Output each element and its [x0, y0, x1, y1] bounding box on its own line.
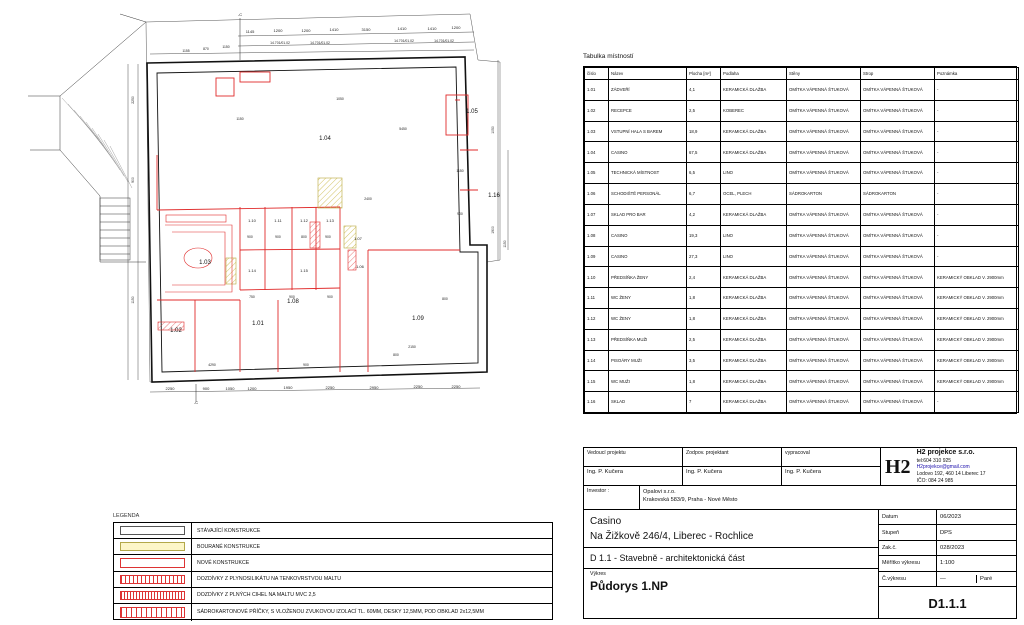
cell-2: 1,8	[687, 288, 721, 309]
cell-3: KERAMICKÁ DLAŽBA	[721, 371, 787, 392]
svg-text:1.11: 1.11	[274, 218, 282, 223]
meta-datum-value: 06/2023	[940, 514, 961, 521]
cell-2: 4,1	[687, 80, 721, 101]
cell-2: 19,3	[687, 225, 721, 246]
cell-5: OMÍTKA VÁPENNÁ ŠTUKOVÁ	[861, 267, 935, 288]
col-poznamka: Poznámka	[935, 68, 1019, 80]
legend-swatch-hatch3	[114, 604, 192, 621]
svg-text:900: 900	[131, 177, 135, 183]
dimension-chain-bottom	[150, 388, 480, 392]
cell-3: KOBEREC	[721, 100, 787, 121]
svg-text:1200: 1200	[273, 28, 283, 33]
cell-5: OMÍTKA VÁPENNÁ ŠTUKOVÁ	[861, 329, 935, 350]
cell-3: LINO	[721, 163, 787, 184]
title-block	[583, 447, 1017, 619]
role-value-vedouci: Ing. P. Kučera	[584, 467, 683, 485]
svg-text:1145: 1145	[245, 29, 255, 34]
cell-5: OMÍTKA VÁPENNÁ ŠTUKOVÁ	[861, 80, 935, 101]
drawing-name: Půdorys 1.NP	[590, 579, 669, 593]
svg-text:2250: 2250	[131, 96, 135, 104]
cell-2: 1,8	[687, 371, 721, 392]
svg-text:1410: 1410	[329, 27, 339, 32]
table-row	[585, 308, 1019, 329]
legend-swatch-existing	[114, 523, 192, 538]
cell-1: TECHNICKÁ MÍSTNOST	[609, 163, 687, 184]
meta-meritko-label: Měřítko výkresu	[879, 556, 937, 570]
svg-text:1.13: 1.13	[326, 218, 334, 223]
cell-6: KERAMICKÝ OBKLAD V. 2900mm	[935, 371, 1019, 392]
cell-3: LINO	[721, 225, 787, 246]
cell-6: -	[935, 80, 1019, 101]
cell-2: 18,9	[687, 121, 721, 142]
svg-text:1150: 1150	[131, 296, 135, 304]
cell-1: PISOÁRY MUŽI	[609, 350, 687, 371]
svg-text:900: 900	[457, 212, 463, 216]
meta-stupen-value: DPS	[940, 529, 952, 536]
meta-meritko-value: 1:100	[940, 560, 955, 567]
company-tel: tel:604 310 925	[916, 457, 952, 464]
svg-text:2150: 2150	[408, 345, 416, 349]
svg-text:1410: 1410	[397, 26, 407, 31]
svg-text:750: 750	[249, 295, 255, 299]
svg-text:900: 900	[275, 235, 281, 239]
svg-text:900: 900	[327, 295, 333, 299]
svg-text:1.02: 1.02	[170, 328, 182, 334]
company-ico: IČO: 084 24 985	[916, 477, 954, 484]
table-row	[585, 80, 1019, 101]
cell-4: OMÍTKA VÁPENNÁ ŠTUKOVÁ	[787, 163, 861, 184]
col-cislo: číslo	[585, 68, 609, 80]
svg-text:1.01: 1.01	[252, 321, 264, 327]
company-name: H2 projekce s.r.o.	[916, 449, 975, 457]
cell-1: SKLAD PRO BAR	[609, 204, 687, 225]
table-row	[585, 246, 1019, 267]
cell-1: CASINO	[609, 142, 687, 163]
col-steny: Stěny	[787, 68, 861, 80]
svg-text:1155: 1155	[182, 49, 190, 53]
company-logo-block	[881, 448, 1016, 485]
cell-3: KERAMICKÁ DLAŽBA	[721, 80, 787, 101]
cell-5: SÁDROKARTON	[861, 184, 935, 205]
legend-swatch-demolished	[114, 539, 192, 554]
cell-6: -	[935, 100, 1019, 121]
cell-0: 1.12	[585, 308, 609, 329]
investor-label: Investor :	[584, 486, 640, 509]
cell-4: OMÍTKA VÁPENNÁ ŠTUKOVÁ	[787, 80, 861, 101]
meta-meritko	[879, 556, 1016, 571]
table-row	[585, 184, 1019, 205]
cell-3: KERAMICKÁ DLAŽBA	[721, 329, 787, 350]
svg-text:1200: 1200	[247, 386, 257, 391]
table-row	[585, 121, 1019, 142]
svg-text:870: 870	[203, 47, 209, 51]
svg-text:900: 900	[325, 235, 331, 239]
svg-text:14.701/01.02: 14.701/01.02	[310, 41, 330, 45]
svg-text:1150: 1150	[236, 117, 244, 121]
cell-3: KERAMICKÁ DLAŽBA	[721, 142, 787, 163]
table-row	[585, 267, 1019, 288]
meta-pare-label: Paré	[976, 575, 1016, 583]
svg-text:1050: 1050	[336, 97, 344, 101]
cell-0: 1.02	[585, 100, 609, 121]
cell-1: WC ŽENY	[609, 288, 687, 309]
cell-0: 1.06	[585, 184, 609, 205]
cell-4: OMÍTKA VÁPENNÁ ŠTUKOVÁ	[787, 288, 861, 309]
cell-6: KERAMICKÝ OBKLAD V. 2900mm	[935, 267, 1019, 288]
svg-text:900: 900	[202, 386, 210, 391]
svg-text:1.09: 1.09	[412, 316, 424, 322]
svg-text:1150: 1150	[503, 240, 507, 248]
meta-stupen-label: Stupeň	[879, 525, 937, 539]
cell-4: OMÍTKA VÁPENNÁ ŠTUKOVÁ	[787, 267, 861, 288]
legend-label: NOVÉ KONSTRUKCE	[197, 559, 250, 566]
floor-plan-drawing	[0, 0, 575, 430]
cell-0: 1.16	[585, 392, 609, 413]
legend-title: LEGENDA	[113, 513, 140, 519]
cell-4: OMÍTKA VÁPENNÁ ŠTUKOVÁ	[787, 371, 861, 392]
drawing-code-value: D1.1.1	[928, 595, 967, 611]
meta-cvykresu	[879, 572, 1016, 587]
cell-3: OCEL, PLECH	[721, 184, 787, 205]
cell-2: 27,3	[687, 246, 721, 267]
room-table	[583, 66, 1017, 414]
legend-item	[114, 539, 552, 555]
cell-5: OMÍTKA VÁPENNÁ ŠTUKOVÁ	[861, 225, 935, 246]
legend-swatch-new	[114, 555, 192, 570]
cell-6: -	[935, 142, 1019, 163]
table-row	[585, 204, 1019, 225]
drawing-code-row	[879, 587, 1016, 619]
cell-0: 1.15	[585, 371, 609, 392]
h2-logo-icon: H2	[885, 455, 911, 478]
exterior-stair	[100, 198, 130, 260]
cell-1: WC ŽENY	[609, 308, 687, 329]
cell-3: KERAMICKÁ DLAŽBA	[721, 392, 787, 413]
table-row	[585, 392, 1019, 413]
cell-2: 67,5	[687, 142, 721, 163]
cell-5: OMÍTKA VÁPENNÁ ŠTUKOVÁ	[861, 142, 935, 163]
role-label-vypracoval: vypracoval	[785, 449, 810, 456]
meta-datum-label: Datum	[879, 510, 937, 524]
cell-0: 1.07	[585, 204, 609, 225]
cell-0: 1.13	[585, 329, 609, 350]
cell-6: KERAMICKÝ OBKLAD V. 2900mm	[935, 288, 1019, 309]
svg-text:800: 800	[301, 235, 307, 239]
svg-text:1150: 1150	[222, 45, 230, 49]
cell-1: CASINO	[609, 246, 687, 267]
svg-text:1.08: 1.08	[287, 299, 299, 305]
title-block-main-row	[584, 510, 1016, 619]
svg-text:14.701/01.02: 14.701/01.02	[270, 41, 290, 45]
svg-text:1.05: 1.05	[466, 109, 478, 115]
cell-4: OMÍTKA VÁPENNÁ ŠTUKOVÁ	[787, 142, 861, 163]
svg-text:1.14: 1.14	[248, 268, 256, 273]
cell-4: OMÍTKA VÁPENNÁ ŠTUKOVÁ	[787, 121, 861, 142]
cell-2: 6,5	[687, 163, 721, 184]
cell-1: PŘEDSÍŇKA ŽENY	[609, 267, 687, 288]
cell-1: WC MUŽI	[609, 371, 687, 392]
room-table-header-row	[585, 68, 1019, 80]
svg-text:1410: 1410	[427, 26, 437, 31]
svg-text:1200: 1200	[301, 28, 311, 33]
meta-stupen	[879, 525, 1016, 540]
legend-item	[114, 555, 552, 571]
cell-6: -	[935, 246, 1019, 267]
svg-text:1.06: 1.06	[356, 264, 364, 269]
company-email: H2projekce@gmail.com	[916, 464, 970, 471]
building-walls	[147, 57, 487, 382]
cell-6: KERAMICKÝ OBKLAD V. 2900mm	[935, 329, 1019, 350]
svg-text:1.07: 1.07	[354, 236, 362, 241]
cell-1: RECEPCE	[609, 100, 687, 121]
cell-4: OMÍTKA VÁPENNÁ ŠTUKOVÁ	[787, 308, 861, 329]
cell-0: 1.11	[585, 288, 609, 309]
svg-text:1900: 1900	[491, 226, 495, 234]
roles-grid	[584, 448, 881, 485]
cell-2: 6,7	[687, 184, 721, 205]
role-value-zodpovedny: Ing. P. Kučera	[683, 467, 782, 485]
svg-text:-C: -C	[193, 400, 199, 405]
cell-5: OMÍTKA VÁPENNÁ ŠTUKOVÁ	[861, 392, 935, 413]
cell-0: 1.08	[585, 225, 609, 246]
cell-3: KERAMICKÁ DLAŽBA	[721, 308, 787, 329]
svg-text:4290: 4290	[208, 363, 216, 367]
role-label-zodpovedny: Zodpov. projektant	[683, 448, 782, 466]
col-plocha: Plocha [m²]	[687, 68, 721, 80]
legend-label: BOURANÉ KONSTRUKCE	[197, 543, 261, 550]
svg-text:1.16: 1.16	[488, 193, 500, 199]
meta-zakazka-value: 028/2023	[940, 545, 965, 552]
svg-text:1950: 1950	[283, 385, 293, 390]
svg-text:1.03: 1.03	[199, 260, 211, 266]
svg-text:800: 800	[393, 353, 399, 357]
legend-label: DOZDÍVKY Z PLNÝCH CIHEL NA MALTU MVC 2,5	[197, 592, 316, 599]
cell-3: KERAMICKÁ DLAŽBA	[721, 267, 787, 288]
cell-4: SÁDROKARTON	[787, 184, 861, 205]
cell-0: 1.04	[585, 142, 609, 163]
svg-text:1150: 1150	[456, 169, 464, 173]
cell-3: KERAMICKÁ DLAŽBA	[721, 121, 787, 142]
cell-5: OMÍTKA VÁPENNÁ ŠTUKOVÁ	[861, 204, 935, 225]
table-row	[585, 371, 1019, 392]
cell-0: 1.01	[585, 80, 609, 101]
svg-text:14.701/01.02: 14.701/01.02	[434, 39, 454, 43]
svg-text:2400: 2400	[364, 197, 372, 201]
meta-zakazka	[879, 541, 1016, 556]
cell-6: KERAMICKÝ OBKLAD V. 2900mm	[935, 350, 1019, 371]
cell-6: KERAMICKÝ OBKLAD V. 2900mm	[935, 308, 1019, 329]
investor-row	[584, 486, 1016, 510]
cell-5: OMÍTKA VÁPENNÁ ŠTUKOVÁ	[861, 371, 935, 392]
svg-text:900: 900	[289, 295, 295, 299]
table-row	[585, 142, 1019, 163]
svg-text:1.10: 1.10	[248, 218, 256, 223]
cell-2: 3,5	[687, 350, 721, 371]
col-strop: Strop	[861, 68, 935, 80]
meta-zakazka-label: Zak.č.	[879, 541, 937, 555]
company-address: Lodovo 192, 460 14 Liberec 17	[916, 471, 986, 478]
room-table-caption: Tabulka místností	[583, 53, 634, 60]
cell-5: OMÍTKA VÁPENNÁ ŠTUKOVÁ	[861, 100, 935, 121]
role-label-vedouci: Vedoucí projektu	[584, 448, 683, 466]
svg-text:2250: 2250	[451, 384, 461, 389]
cell-4: OMÍTKA VÁPENNÁ ŠTUKOVÁ	[787, 225, 861, 246]
cell-5: OMÍTKA VÁPENNÁ ŠTUKOVÁ	[861, 350, 935, 371]
cell-1: PŘEDSÍŇKA MUŽI	[609, 329, 687, 350]
cell-3: KERAMICKÁ DLAŽBA	[721, 204, 787, 225]
cell-2: 1,8	[687, 308, 721, 329]
cell-3: KERAMICKÁ DLAŽBA	[721, 350, 787, 371]
svg-text:2250: 2250	[325, 385, 335, 390]
legend-swatch-hatch2	[114, 588, 192, 603]
cell-4: OMÍTKA VÁPENNÁ ŠTUKOVÁ	[787, 350, 861, 371]
svg-text:2950: 2950	[369, 385, 379, 390]
investor-address: Krakovská 583/9, Praha - Nové Město	[643, 497, 738, 504]
cell-2: 2,4	[687, 267, 721, 288]
legend-label: DOZDÍVKY Z PLYNOSILIKÁTU NA TENKOVRSTVOU MALTU	[197, 576, 342, 583]
svg-text:3150: 3150	[361, 27, 371, 32]
cell-5: OMÍTKA VÁPENNÁ ŠTUKOVÁ	[861, 288, 935, 309]
cell-6: -	[935, 163, 1019, 184]
legend-label: SÁDROKARTONOVÉ PŘÍČKY, S VLOŽENOU ZVUKOVOU IZOLACÍ TL. 60MM, DESKY 12,5MM, POD OBKLAD 2x12,5MM	[197, 609, 484, 616]
project-address: Na Žižkově 246/4, Liberec - Rochlice	[590, 530, 754, 542]
svg-text:5450: 5450	[399, 127, 407, 131]
cell-5: OMÍTKA VÁPENNÁ ŠTUKOVÁ	[861, 246, 935, 267]
project-name: Casino	[590, 516, 622, 527]
svg-text:1.04: 1.04	[319, 136, 331, 142]
table-row	[585, 288, 1019, 309]
cell-2: 2,5	[687, 100, 721, 121]
svg-text:1.12: 1.12	[300, 218, 308, 223]
cell-6: -	[935, 184, 1019, 205]
cell-4: OMÍTKA VÁPENNÁ ŠTUKOVÁ	[787, 329, 861, 350]
cell-0: 1.05	[585, 163, 609, 184]
cell-6: -	[935, 121, 1019, 142]
cell-0: 1.03	[585, 121, 609, 142]
meta-cvykresu-label: Č.výkresu	[879, 572, 937, 586]
cell-5: OMÍTKA VÁPENNÁ ŠTUKOVÁ	[861, 163, 935, 184]
cell-4: OMÍTKA VÁPENNÁ ŠTUKOVÁ	[787, 100, 861, 121]
project-part: D 1.1 - Stavebně - architektonická část	[590, 553, 745, 563]
svg-text:900: 900	[303, 363, 309, 367]
drawing-label: Výkres	[590, 571, 606, 577]
cell-6: -	[935, 204, 1019, 225]
title-block-people-row	[584, 448, 1016, 486]
legend	[113, 522, 553, 620]
svg-text:14.701/01.02: 14.701/01.02	[394, 39, 414, 43]
cell-1: CASINO	[609, 225, 687, 246]
cell-4: OMÍTKA VÁPENNÁ ŠTUKOVÁ	[787, 246, 861, 267]
table-row	[585, 329, 1019, 350]
cell-5: OMÍTKA VÁPENNÁ ŠTUKOVÁ	[861, 121, 935, 142]
cell-1: SCHODIŠTĚ PERSONÁL	[609, 184, 687, 205]
cell-5: OMÍTKA VÁPENNÁ ŠTUKOVÁ	[861, 308, 935, 329]
cell-6: -	[935, 225, 1019, 246]
svg-text:1200: 1200	[451, 25, 461, 30]
cell-0: 1.10	[585, 267, 609, 288]
svg-text:1050: 1050	[225, 386, 235, 391]
table-row	[585, 163, 1019, 184]
cell-4: OMÍTKA VÁPENNÁ ŠTUKOVÁ	[787, 392, 861, 413]
cell-2: 2,5	[687, 329, 721, 350]
col-podlaha: Podlaha	[721, 68, 787, 80]
legend-label: STÁVAJÍCÍ KONSTRUKCE	[197, 527, 261, 534]
table-row	[585, 100, 1019, 121]
cell-3: LINO	[721, 246, 787, 267]
investor-name: Opalovi s.r.o.	[643, 489, 676, 495]
legend-item	[114, 588, 552, 604]
svg-text:2250: 2250	[413, 384, 423, 389]
cell-0: 1.14	[585, 350, 609, 371]
legend-swatch-hatch1	[114, 572, 192, 587]
svg-text:-C: -C	[237, 12, 243, 17]
cell-0: 1.09	[585, 246, 609, 267]
svg-text:1050: 1050	[491, 126, 495, 134]
cell-6: -	[935, 392, 1019, 413]
svg-text:900: 900	[247, 235, 253, 239]
cell-1: VSTUPNÍ HALA S BAREM	[609, 121, 687, 142]
legend-item	[114, 572, 552, 588]
cell-1: SKLAD	[609, 392, 687, 413]
role-value-vypracoval: Ing. P. Kučera	[785, 468, 821, 475]
svg-text:2250: 2250	[165, 386, 175, 391]
col-nazev: Název	[609, 68, 687, 80]
table-row	[585, 350, 1019, 371]
cell-2: 7	[687, 392, 721, 413]
svg-text:800: 800	[442, 297, 448, 301]
cell-4: OMÍTKA VÁPENNÁ ŠTUKOVÁ	[787, 204, 861, 225]
meta-datum	[879, 510, 1016, 525]
cell-3: KERAMICKÁ DLAŽBA	[721, 288, 787, 309]
cell-1: ZÁDVEŘÍ	[609, 80, 687, 101]
legend-item	[114, 604, 552, 621]
meta-cvykresu-dash: —	[940, 575, 946, 582]
legend-item	[114, 523, 552, 539]
cell-2: 4,2	[687, 204, 721, 225]
table-row	[585, 225, 1019, 246]
svg-text:1.15: 1.15	[300, 268, 308, 273]
